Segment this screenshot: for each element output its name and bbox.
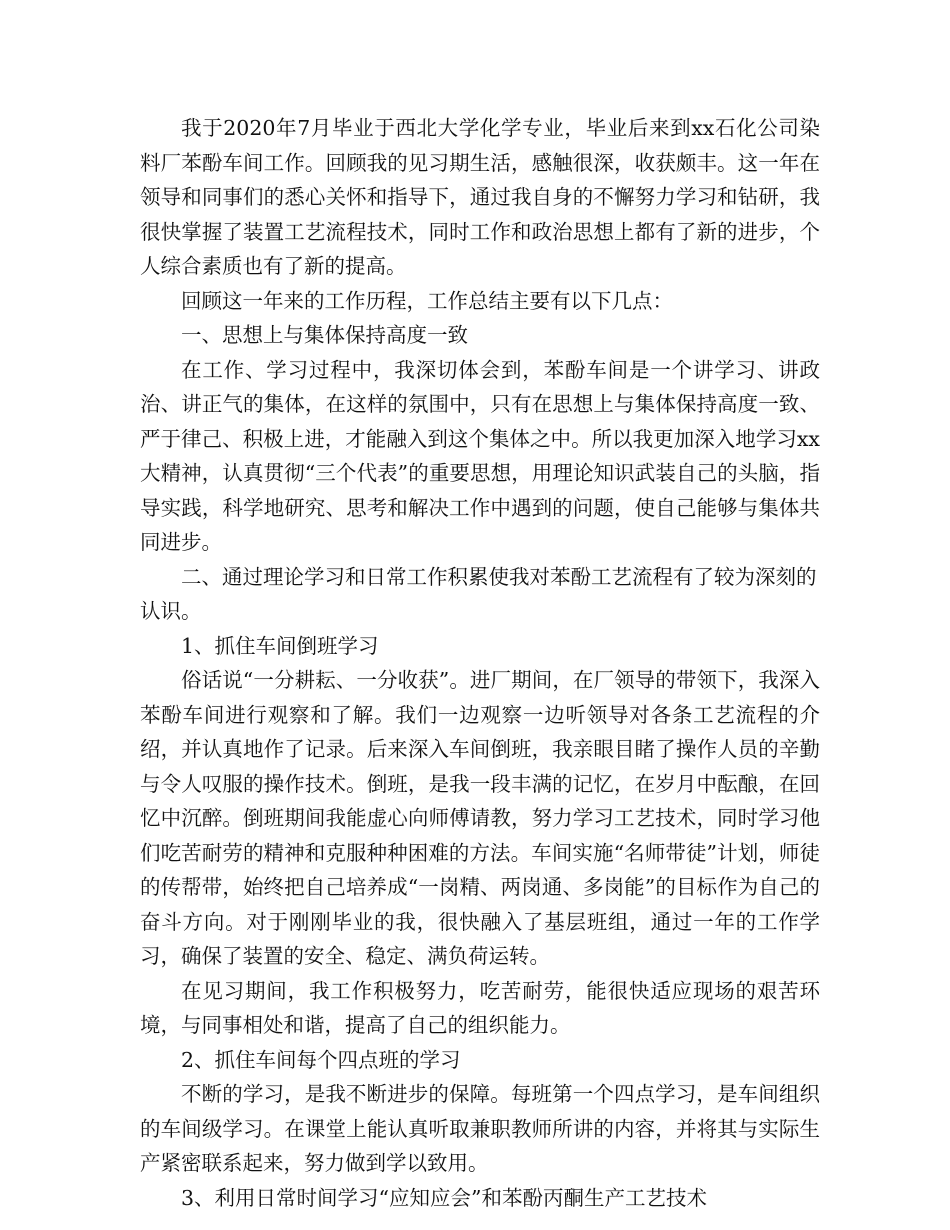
paragraph-subsection-1: 俗话说“一分耕耘、一分收获”。进厂期间，在厂领导的带领下，我深入苯酚车间进行观察和了解。我们一边观察一边听领导对各条工艺流程的介绍，并认真地作了记录。后来深入车间倒班，我亲眼目睹了操作人员的辛勤与令人叹服的操作技术。倒班，是我一段丰满的记忆，在岁月中酝酿，在回忆中沉醉。倒班期间我能虚心向师傅请教，努力学习工艺技术，同时学习他们吃苦耐劳的精神和克服种种困难的方法。车间实施“名师带徒”计划，师徒的传帮带，始终把自己培养成“一岗精、两岗通、多岗能”的目标作为自己的奋斗方向。对于刚刚毕业的我，很快融入了基层班组，通过一年的工作学习，确保了装置的安全、稳定、满负荷运转。 bbox=[140, 668, 820, 968]
subsection-heading-2: 2、抓住车间每个四点班的学习 bbox=[181, 1047, 461, 1072]
section-heading-1: 一、思想上与集体保持高度一致 bbox=[181, 323, 468, 347]
paragraph-review: 回顾这一年来的工作历程，工作总结主要有以下几点： bbox=[181, 288, 673, 313]
paragraph-section-1: 在工作、学习过程中，我深切体会到，苯酚车间是一个讲学习、讲政治、讲正气的集体，在这样的氛围中，只有在思想上与集体保持高度一致、严于律己、积极上进，才能融入到这个集体之中。所以我更加深入地学习xx大精神，认真贯彻“三个代表”的重要思想，用理论知识武装自己的头脑，指导实践，科学地研究、思考和解决工作中遇到的问题，使自己能够与集体共同进步。 bbox=[140, 357, 820, 554]
document-body bbox=[140, 111, 820, 1215]
paragraph-subsection-2: 不断的学习，是我不断进步的保障。每班第一个四点学习，是车间组织的车间级学习。在课堂上能认真听取兼职教师所讲的内容，并将其与实际生产紧密联系起来，努力做到学以致用。 bbox=[140, 1082, 820, 1175]
subsection-heading-1: 1、抓住车间倒班学习 bbox=[181, 633, 379, 658]
section-heading-2: 二、通过理论学习和日常工作积累使我对苯酚工艺流程有了较为深刻的认识。 bbox=[140, 564, 817, 623]
paragraph-intro: 我于2020年7月毕业于西北大学化学专业，毕业后来到xx石化公司染料厂苯酚车间工作。回顾我的见习期生活，感触很深，收获颇丰。这一年在领导和同事们的悉心关怀和指导下，通过我自身的不懈努力学习和钻研，我很快掌握了装置工艺流程技术，同时工作和政治思想上都有了新的进步，个人综合素质也有了新的提高。 bbox=[140, 116, 820, 278]
paragraph-internship: 在见习期间，我工作积极努力，吃苦耐劳，能很快适应现场的艰苦环境，与同事相处和谐，提高了自己的组织能力。 bbox=[140, 978, 820, 1037]
subsection-heading-3: 3、利用日常时间学习“应知应会”和苯酚丙酮生产工艺技术 bbox=[181, 1185, 708, 1210]
